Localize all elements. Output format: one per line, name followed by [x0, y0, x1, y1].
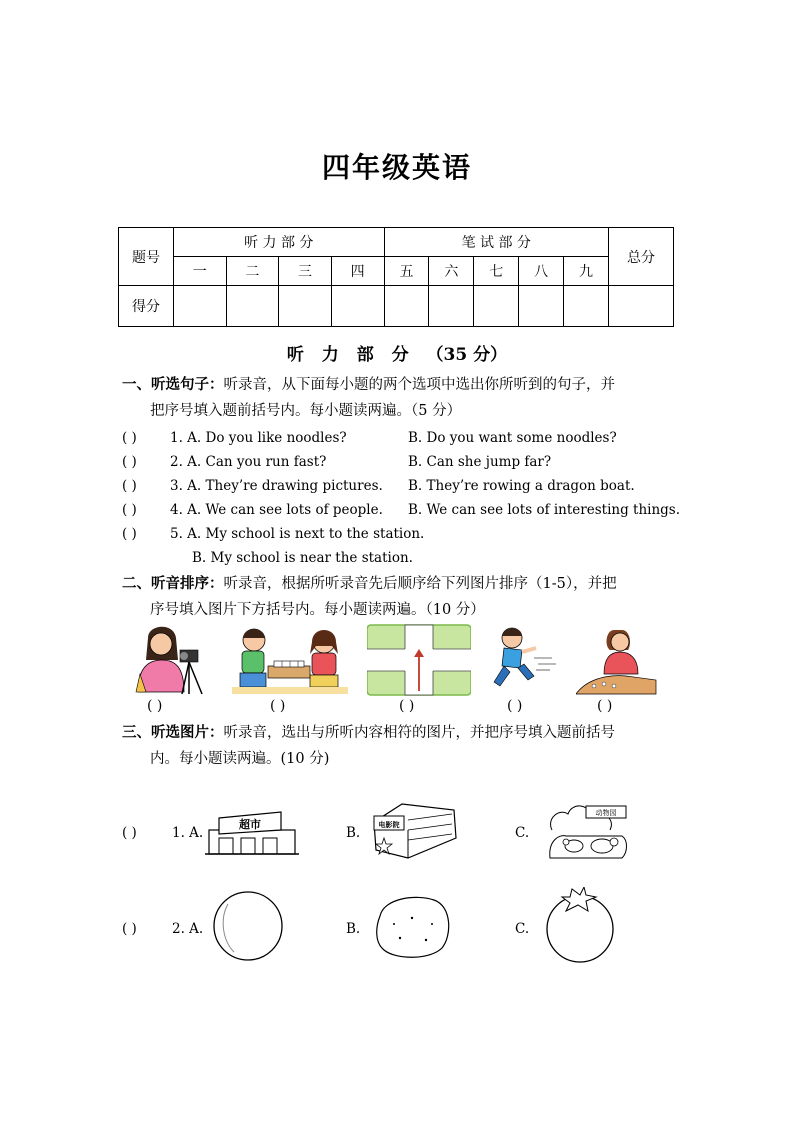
- order-paren-3[interactable]: ( ): [399, 698, 415, 714]
- q3-answer-paren-2[interactable]: ( ): [122, 921, 137, 937]
- col-4: 四: [331, 257, 384, 286]
- boy-running-picture: [490, 624, 558, 696]
- q1-item-2: [122, 451, 682, 473]
- col-6: 六: [429, 257, 474, 286]
- cinema-icon: [368, 800, 460, 862]
- option-b: B. Can she jump far?: [408, 454, 552, 470]
- order-paren-2[interactable]: ( ): [270, 698, 286, 714]
- order-paren-4[interactable]: ( ): [507, 698, 523, 714]
- q1-item-4: [122, 499, 682, 521]
- col-9: 九: [564, 257, 609, 286]
- tomato-icon: [542, 887, 620, 963]
- header-bishi: 笔 试 部 分: [384, 228, 608, 257]
- woman-cooking-picture: [576, 624, 658, 696]
- option-b: B. My school is near the station.: [192, 550, 413, 566]
- answer-paren[interactable]: ( ): [122, 478, 137, 494]
- q3-2-option-a: 2. A.: [172, 921, 204, 937]
- q3-text1: 听录音，选出与所听内容相符的图片，并把序号填入题前括号: [223, 725, 615, 741]
- q1-item-5-b: [122, 547, 682, 569]
- option-b: B. Do you want some noodles?: [408, 430, 617, 446]
- answer-paren[interactable]: ( ): [122, 454, 137, 470]
- kids-chess-picture: [232, 624, 348, 696]
- cinema-sign: 电影院: [378, 821, 400, 829]
- q3-1-option-a: 1. A.: [172, 825, 204, 841]
- q3-1-option-b: B.: [346, 825, 361, 841]
- q1-item-5: [122, 523, 682, 545]
- option-b: B. We can see lots of interesting things.: [408, 502, 681, 518]
- row-defen: 得分: [119, 286, 174, 327]
- col-7: 七: [474, 257, 519, 286]
- ball-icon: [212, 890, 284, 962]
- option-a: 2. A. Can you run fast?: [170, 454, 327, 470]
- supermarket-icon: [205, 808, 299, 856]
- answer-paren[interactable]: ( ): [122, 430, 137, 446]
- q2-text2: 序号填入图片下方括号内。每小题读两遍。（10 分）: [150, 602, 485, 618]
- page-title: 四年级英语: [321, 151, 472, 184]
- answer-paren[interactable]: ( ): [122, 502, 137, 518]
- q1-item-3: [122, 475, 682, 497]
- col-8: 八: [519, 257, 564, 286]
- option-a: 5. A. My school is next to the station.: [170, 526, 425, 542]
- score-cell[interactable]: [226, 286, 279, 327]
- header-zongfen: 总分: [609, 228, 674, 286]
- header-tingli: 听 力 部 分: [174, 228, 385, 257]
- q3-text2: 内。每小题读两遍。(10 分): [150, 751, 330, 767]
- zoo-icon: [546, 800, 628, 862]
- score-table: [118, 227, 674, 327]
- score-cell[interactable]: [474, 286, 519, 327]
- zoo-sign: 动物园: [595, 809, 617, 817]
- q2-title: [122, 571, 682, 623]
- score-cell[interactable]: [609, 286, 674, 327]
- section-points: （35 分）: [426, 345, 508, 365]
- score-cell[interactable]: [331, 286, 384, 327]
- option-a: 4. A. We can see lots of people.: [170, 502, 383, 518]
- q3-2-option-c: C.: [515, 921, 530, 937]
- q1-text2: 把序号填入题前括号内。每小题读两遍。（5 分）: [150, 403, 462, 419]
- order-paren-1[interactable]: ( ): [147, 698, 163, 714]
- girl-camera-picture: [130, 624, 212, 696]
- potato-icon: [372, 894, 452, 960]
- q3-answer-paren-1[interactable]: ( ): [122, 825, 137, 841]
- score-cell[interactable]: [279, 286, 332, 327]
- option-a: 3. A. They’re drawing pictures.: [170, 478, 383, 494]
- section-heading: [0, 340, 794, 365]
- score-cell[interactable]: [384, 286, 429, 327]
- score-cell[interactable]: [174, 286, 227, 327]
- score-cell[interactable]: [519, 286, 564, 327]
- q3-label: 三、听选图片：: [122, 724, 224, 741]
- q2-label: 二、听音排序：: [122, 575, 224, 592]
- q3-title: [122, 720, 682, 772]
- score-cell[interactable]: [564, 286, 609, 327]
- score-cell[interactable]: [429, 286, 474, 327]
- option-b: B. They’re rowing a dragon boat.: [408, 478, 635, 494]
- col-3: 三: [279, 257, 332, 286]
- q1-item-1: [122, 427, 682, 449]
- crossroads-picture: [367, 624, 471, 696]
- col-5: 五: [384, 257, 429, 286]
- q1-title: [122, 372, 682, 424]
- answer-paren[interactable]: ( ): [122, 526, 137, 542]
- q1-label: 一、听选句子：: [122, 376, 224, 393]
- col-2: 二: [226, 257, 279, 286]
- section-heading-text: 听 力 部 分: [286, 345, 415, 365]
- order-paren-5[interactable]: ( ): [597, 698, 613, 714]
- supermarket-sign: 超市: [239, 818, 261, 831]
- q3-1-option-c: C.: [515, 825, 530, 841]
- option-a: 1. A. Do you like noodles?: [170, 430, 347, 446]
- q1-text1: 听录音，从下面每小题的两个选项中选出你所听到的句子，并: [223, 377, 615, 393]
- q2-text1: 听录音，根据所听录音先后顺序给下列图片排序（1-5），并把: [223, 576, 617, 592]
- q3-2-option-b: B.: [346, 921, 361, 937]
- header-tihao: 题号: [119, 228, 174, 286]
- col-1: 一: [174, 257, 227, 286]
